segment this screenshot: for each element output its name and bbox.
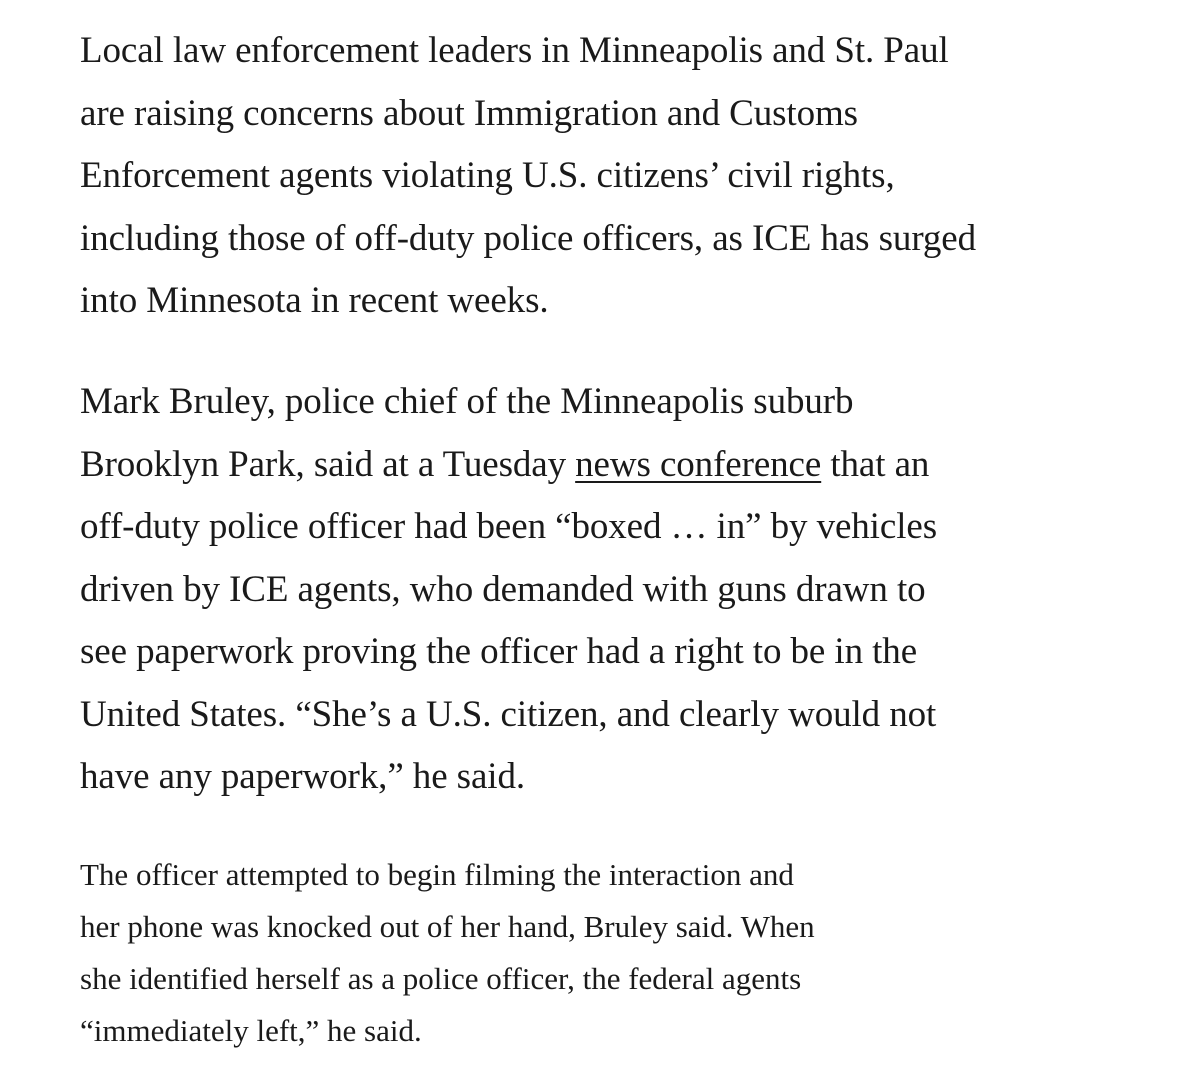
paragraph-text: Brooklyn Park, said at a Tuesday	[80, 443, 576, 485]
paragraph-line: United States. “She’s a U.S. citizen, and clearly would not	[80, 693, 937, 735]
paragraph-line: see paperwork proving the officer had a right to be in the	[80, 631, 918, 672]
paragraph-line: including those of off-duty police officers, as ICE has surged	[80, 217, 977, 259]
article-paragraph	[80, 20, 1140, 333]
news-conference-link[interactable]: news conference	[575, 443, 822, 485]
paragraph-line: Mark Bruley, police chief of the Minneapolis suburb	[80, 381, 854, 422]
article-paragraph-small	[80, 849, 960, 1057]
paragraph-line: Enforcement agents violating U.S. citizens’ civil rights,	[80, 155, 895, 196]
paragraph-line: driven by ICE agents, who demanded with guns drawn to	[80, 568, 926, 610]
paragraph-line: have any paperwork,” he said.	[80, 756, 526, 797]
paragraph-line: off-duty police officer had been “boxed … in” by vehicles	[80, 506, 937, 547]
paragraph-line: “immediately left,” he said.	[80, 1013, 422, 1048]
article-paragraph	[80, 371, 1140, 809]
paragraph-line: Local law enforcement leaders in Minneapolis and St. Paul	[80, 30, 949, 71]
paragraph-line-with-link	[80, 434, 1140, 497]
paragraph-line: her phone was knocked out of her hand, Bruley said. When	[80, 909, 815, 944]
paragraph-text: that an	[821, 443, 930, 485]
paragraph-line: are raising concerns about Immigration and Customs	[80, 92, 858, 134]
paragraph-line: into Minnesota in recent weeks.	[80, 280, 549, 321]
paragraph-line: she identified herself as a police officer, the federal agents	[80, 961, 802, 996]
paragraph-line: The officer attempted to begin filming the interaction and	[80, 857, 794, 892]
